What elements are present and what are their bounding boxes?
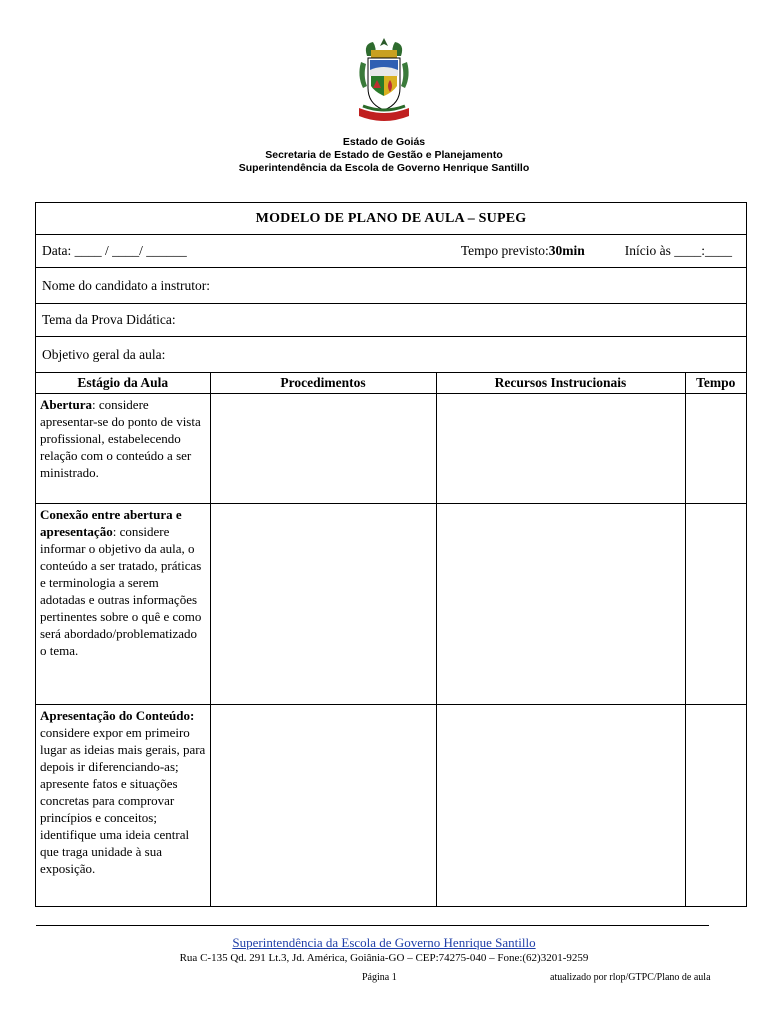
stage-description: : considere informar o objetivo da aula, o conteúdo a ser tratado, práticas e terminologia a serem adotadas e outras informações pertinentes sobre o quê e como será abordado/problematizado o tema. bbox=[40, 524, 202, 658]
column-header-time: Tempo bbox=[685, 373, 746, 394]
lesson-stages-table bbox=[36, 373, 746, 906]
table-row bbox=[36, 504, 746, 705]
lesson-plan-form bbox=[35, 202, 747, 907]
exam-theme-field[interactable] bbox=[36, 304, 746, 337]
update-note: atualizado por rlop/GTPC/Plano de aula bbox=[550, 972, 711, 983]
column-header-procedures: Procedimentos bbox=[210, 373, 436, 394]
stage-title: Conexão entre abertura e apresentação bbox=[40, 507, 182, 539]
column-header-resources: Recursos Instrucionais bbox=[436, 373, 685, 394]
lesson-objective-field[interactable] bbox=[36, 337, 746, 373]
start-time-field[interactable]: Início às ____:____ bbox=[624, 243, 732, 258]
table-header-row bbox=[36, 373, 746, 394]
column-header-stage: Estágio da Aula bbox=[36, 373, 210, 394]
header-line-state: Estado de Goiás bbox=[342, 136, 426, 148]
page-number: Página 1 bbox=[362, 972, 397, 983]
procedures-cell[interactable] bbox=[210, 705, 436, 906]
lesson-objective-label: Objetivo geral da aula: bbox=[42, 346, 166, 362]
time-cell[interactable] bbox=[685, 705, 746, 906]
stage-title: Apresentação do Conteúdo: bbox=[40, 708, 195, 723]
date-row bbox=[36, 235, 746, 268]
time-cell[interactable] bbox=[685, 504, 746, 705]
footer-title-link[interactable]: Superintendência da Escola de Governo Henrique Santillo bbox=[232, 935, 536, 950]
candidate-name-field[interactable] bbox=[36, 268, 746, 304]
date-field[interactable]: Data: ____ / ____/ ______ bbox=[42, 243, 187, 258]
footer-divider bbox=[36, 925, 709, 926]
exam-theme-label: Tema da Prova Didática: bbox=[42, 312, 176, 327]
procedures-cell[interactable] bbox=[210, 504, 436, 705]
table-row bbox=[36, 394, 746, 504]
stage-description: : considere apresentar-se do ponto de vista profissional, estabelecendo relação com o conteúdo a ser ministrado. bbox=[40, 397, 201, 480]
document-header bbox=[0, 36, 768, 175]
stage-connection bbox=[36, 504, 210, 705]
resources-cell[interactable] bbox=[436, 705, 685, 906]
resources-cell[interactable] bbox=[436, 504, 685, 705]
stage-content-presentation bbox=[36, 705, 210, 906]
time-expected-value: 30min bbox=[548, 243, 585, 258]
resources-cell[interactable] bbox=[436, 394, 685, 504]
header-line-superintendence: Superintendência da Escola de Governo Henrique Santillo bbox=[238, 162, 530, 174]
header-line-secretariat: Secretaria de Estado de Gestão e Planejamento bbox=[265, 149, 503, 161]
stage-opening bbox=[36, 394, 210, 504]
time-expected bbox=[461, 243, 585, 259]
procedures-cell[interactable] bbox=[210, 394, 436, 504]
time-group bbox=[461, 243, 732, 259]
stage-title: Abertura bbox=[40, 397, 92, 412]
stage-description: considere expor em primeiro lugar as ideias mais gerais, para depois ir diferenciando-as; apresente fatos e situações concretas para comprovar princípios e conceitos; identifique uma ideia central que traga unidade à sua exposição. bbox=[40, 725, 206, 876]
footer-address: Rua C-135 Qd. 291 Lt.3, Jd. América, Goiânia-GO – CEP:74275-040 – Fone:(62)3201-9259 bbox=[179, 952, 589, 964]
time-expected-label: Tempo previsto: bbox=[460, 243, 549, 258]
time-cell[interactable] bbox=[685, 394, 746, 504]
candidate-name-label: Nome do candidato a instrutor: bbox=[42, 277, 210, 293]
table-row bbox=[36, 705, 746, 906]
form-title: MODELO DE PLANO DE AULA – SUPEG bbox=[36, 203, 746, 235]
goias-coat-of-arms-icon bbox=[353, 36, 415, 128]
